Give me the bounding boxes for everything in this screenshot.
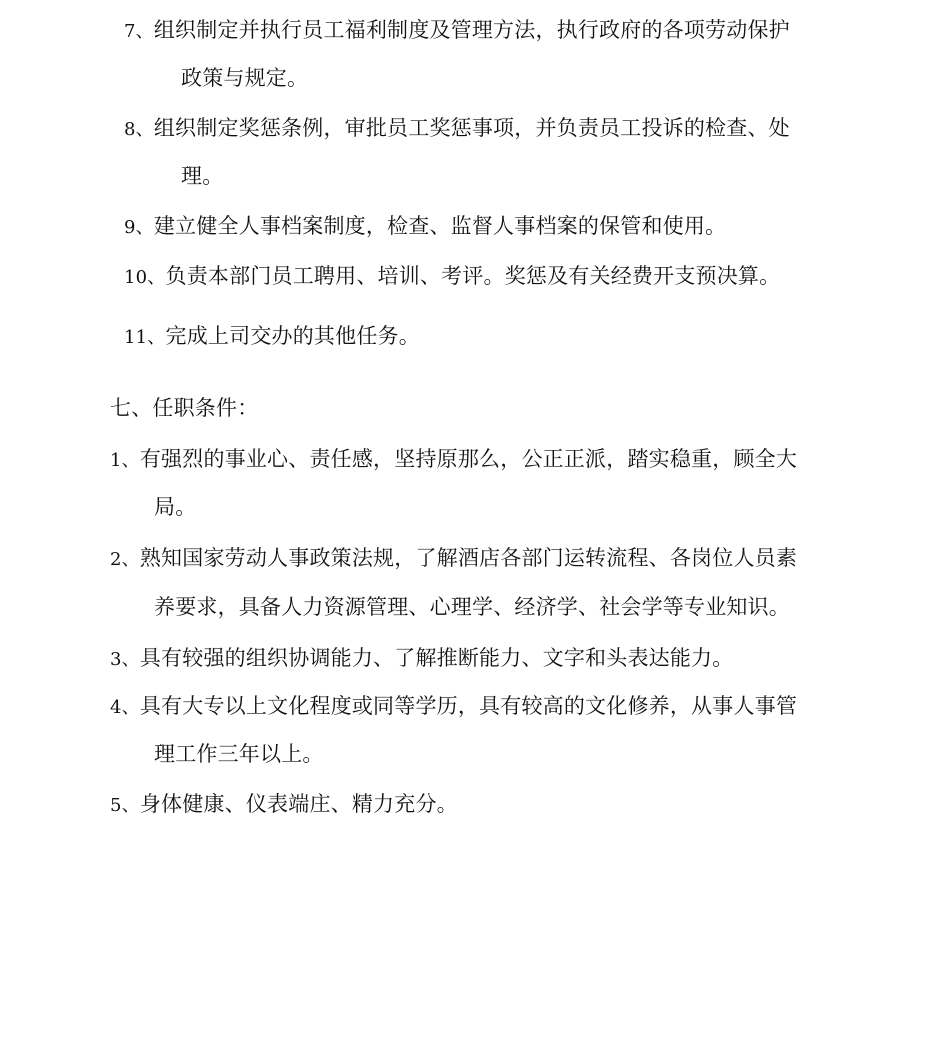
- duty-text: 组织制定并执行员工福利制度及管理方法，执行政府的各项劳动保护: [153, 18, 790, 42]
- duty-item-7-continuation: 政策与规定。: [181, 66, 309, 90]
- duty-number: 7、: [124, 21, 154, 42]
- requirement-item-4: [110, 693, 797, 721]
- requirement-number: 2、: [110, 549, 140, 570]
- duty-item-8-continuation: 理。: [181, 164, 224, 188]
- requirement-item-2: [110, 545, 797, 573]
- requirement-item-1-continuation: 局。: [154, 495, 197, 519]
- requirement-text: 有强烈的事业心、责任感，坚持原那么，公正正派，踏实稳重，顾全大: [139, 447, 798, 471]
- duty-item-7: [124, 17, 790, 45]
- duty-number: 8、: [124, 119, 154, 140]
- duty-item-11: [124, 323, 420, 351]
- requirement-number: 5、: [110, 795, 140, 816]
- duty-text: 组织制定奖惩条例，审批员工奖惩事项，并负责员工投诉的检查、处: [153, 116, 790, 140]
- duty-number: 10、: [124, 267, 166, 288]
- section-heading: 七、任职条件：: [110, 396, 259, 420]
- requirement-text: 具有较强的组织协调能力、了解推断能力、文字和头表达能力。: [139, 646, 734, 670]
- requirement-text: 熟知国家劳动人事政策法规，了解酒店各部门运转流程、各岗位人员素: [139, 546, 798, 570]
- requirement-number: 3、: [110, 649, 140, 670]
- requirement-item-4-continuation: 理工作三年以上。: [154, 742, 324, 766]
- requirement-text: 具有大专以上文化程度或同等学历，具有较高的文化修养，从事人事管: [139, 694, 798, 718]
- duty-text: 完成上司交办的其他任务。: [165, 324, 420, 348]
- requirement-item-2-continuation: 养要求，具备人力资源管理、心理学、经济学、社会学等专业知识。: [154, 595, 790, 619]
- duty-text: 负责本部门员工聘用、培训、考评。奖惩及有关经费开支预决算。: [165, 264, 781, 288]
- requirement-item-3: [110, 645, 733, 673]
- duty-number: 9、: [124, 217, 154, 238]
- requirement-text: 身体健康、仪表端庄、精力充分。: [139, 792, 458, 816]
- requirement-item-1: [110, 446, 797, 474]
- duty-text: 建立健全人事档案制度，检查、监督人事档案的保管和使用。: [153, 214, 727, 238]
- requirement-number: 4、: [110, 697, 140, 718]
- requirement-item-5: [110, 791, 458, 819]
- duty-item-10: [124, 263, 780, 291]
- duty-item-8: [124, 115, 790, 143]
- duty-number: 11、: [124, 327, 166, 348]
- requirement-number: 1、: [110, 450, 140, 471]
- duty-item-9: [124, 213, 726, 241]
